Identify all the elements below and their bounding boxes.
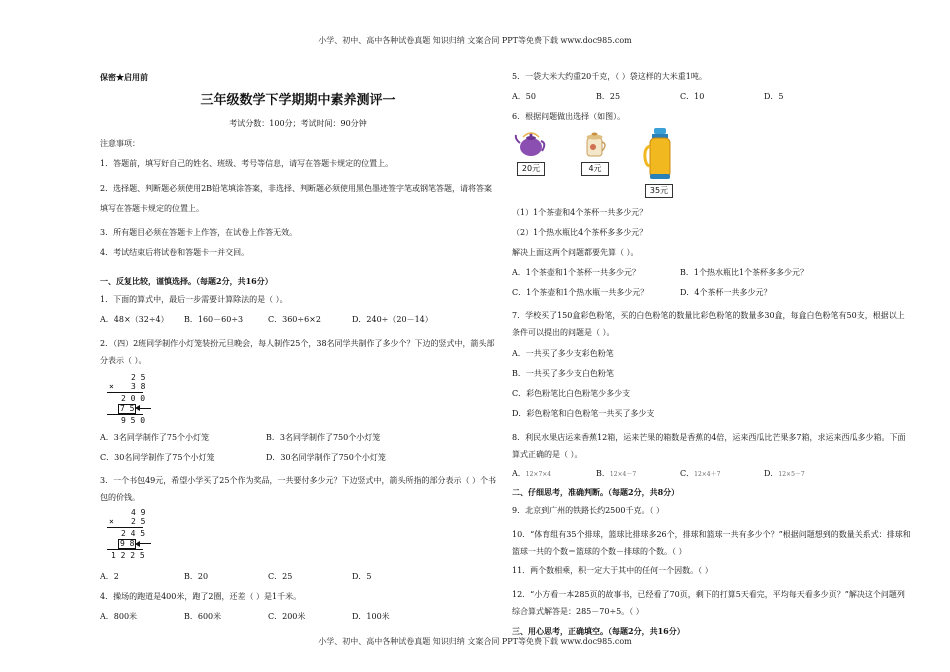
q3-option-d[interactable]: D．5 <box>352 572 372 582</box>
notice-item-2: 2．选择题、判断题必须使用2B铅笔填涂答案，非选择、判断题必须使用黑色墨迹签字笔或钢笔答题，请将答案填写在答题卡规定的位置上。 <box>100 183 493 213</box>
q1-option-c[interactable]: C．360÷6×2 <box>268 314 321 324</box>
q2-calc-rule-1 <box>107 392 143 393</box>
q8-option-a-label: A． <box>512 468 526 478</box>
right-column <box>512 72 912 645</box>
q8-option-a-expr: 12×7×4 <box>525 470 552 478</box>
question-11: 11．两个数相乘，积一定大于其中的任何一个因数。（ ） <box>512 565 713 575</box>
question-5: 5．一袋大米大约重20千克，（ ）袋这样的大米重1吨。 <box>512 72 707 81</box>
question-1-options <box>100 315 496 326</box>
q6-sub-question-1: （1）1个茶壶和4个茶杯一共多少元？ <box>512 208 648 218</box>
q2-arrow-icon <box>139 408 151 409</box>
notice-item-4: 4．考试结束后将试卷和答题卡一并交回。 <box>100 247 250 257</box>
q5-option-b[interactable]: B．25 <box>596 91 621 101</box>
q7-option-b[interactable]: B．一共买了多少支白色粉笔 <box>512 369 614 379</box>
teapot-item <box>514 126 548 198</box>
thermos-price: 35元 <box>645 184 673 198</box>
question-12: 12．“小方看一本285页的故事书，已经看了70页，剩下的打算5天看完，平均每天看多少页？”解决这个问题列综合算式解答是：285－70÷5。（ ） <box>512 589 905 616</box>
q2-calc-rule-2 <box>107 414 143 415</box>
section-2-heading: 二、仔细思考，准确判断。（每题2分，共8分） <box>512 487 680 498</box>
q3-vertical-calc <box>100 508 496 564</box>
section-1-heading: 一、反复比较，谨慎选择。（每题2分，共16分） <box>100 276 273 287</box>
question-8-options <box>512 469 912 480</box>
q4-option-c[interactable]: C．200米 <box>268 611 306 621</box>
question-7: 7．学校买了150盒彩色粉笔，买的白色粉笔的数量比彩色粉笔的数量多30盒，每盒白色粉笔有50支，根据以上条件可以提出的问题是（ ）。 <box>512 311 905 338</box>
q3-option-b[interactable]: B．20 <box>184 572 209 582</box>
q4-option-b[interactable]: B．600米 <box>184 611 222 621</box>
secret-mark: 保密★启用前 <box>100 72 148 82</box>
question-6: 6．根据问题做出选择（如图）。 <box>512 111 626 121</box>
q5-option-d[interactable]: D．5 <box>764 91 784 101</box>
q2-vertical-calc <box>100 373 496 425</box>
left-column <box>100 72 496 632</box>
thermos-item <box>642 126 676 198</box>
q3-calc-rule-1 <box>107 527 143 528</box>
q2-option-a[interactable]: A．3名同学制作了75个小灯笼 <box>100 432 210 442</box>
q4-option-a[interactable]: A．800米 <box>100 611 138 621</box>
question-3-options <box>100 572 496 583</box>
q3-option-a[interactable]: A．2 <box>100 572 119 582</box>
q7-option-c[interactable]: C．彩色粉笔比白色粉笔少多少支 <box>512 388 631 398</box>
question-1: 1．下面的算式中，最后一步需要计算除法的是（ ）。 <box>100 295 288 305</box>
question-3: 3．一个书包49元，希望小学买了25个作为奖品，一共要付多少元？下边竖式中，箭头所指的部分表示（ ）个书包的价钱。 <box>100 476 496 503</box>
q2-calc-multiplier: 3 8 <box>131 381 146 391</box>
question-6-options-row-1 <box>512 268 912 279</box>
q8-option-c[interactable] <box>680 469 764 480</box>
q3-option-c[interactable]: C．25 <box>268 572 293 582</box>
q8-option-c-expr: 12×4＋7 <box>694 470 721 478</box>
q6-price-pictures <box>514 126 912 198</box>
q7-option-d[interactable]: D．彩色粉笔和白色粉笔一共买了多少支 <box>512 408 655 418</box>
notice-item-1: 1．答题前，填写好自己的姓名、班级、考号等信息，请写在答题卡规定的位置上。 <box>100 158 394 168</box>
q8-option-d[interactable] <box>764 469 848 480</box>
notice-item-3: 3．所有题目必须在答题卡上作答，在试卷上作答无效。 <box>100 227 298 237</box>
q2-calc-product: 9 5 0 <box>121 415 146 425</box>
q1-option-a[interactable]: A．48×（32÷4） <box>100 314 169 324</box>
question-4-options <box>100 612 496 623</box>
cup-item <box>578 126 612 198</box>
q3-calc-partial-2-boxed: 9 8 <box>120 539 135 549</box>
question-5-options <box>512 92 912 103</box>
q8-option-b-expr: 12×4－7 <box>609 470 637 478</box>
q6-option-d[interactable]: D．4个茶杯一共多少元？ <box>680 287 772 297</box>
q3-calc-rule-2 <box>107 549 143 550</box>
thermos-icon <box>642 126 676 182</box>
notice-heading: 注意事项： <box>100 139 140 149</box>
teapot-price: 20元 <box>517 162 545 176</box>
question-9: 9．北京到广州的铁路长约2500千克。（ ） <box>512 506 664 516</box>
q2-option-d[interactable]: D．30名同学制作了750个小灯笼 <box>266 452 386 462</box>
q5-option-a[interactable]: A．50 <box>512 91 536 101</box>
tea-cup-icon <box>578 126 612 160</box>
score-info: 考试分数：100分；考试时间：90分钟 <box>229 119 367 129</box>
cup-price: 4元 <box>581 162 609 176</box>
q8-option-c-label: C． <box>680 468 695 478</box>
q6-sub-question-2: （2）1个热水瓶比4个茶杯多多少元？ <box>512 228 648 238</box>
question-8: 8．利民水果店运来香蕉12箱，运来芒果的箱数是香蕉的4倍，运来西瓜比芒果多7箱，求运来西瓜多少箱。下面算式正确的是（ ）。 <box>512 432 906 459</box>
q6-ask: 解决上面这两个问题都要先算（ ）。 <box>512 247 639 257</box>
q5-option-c[interactable]: C．10 <box>680 91 705 101</box>
q3-calc-product: 1 2 2 5 <box>111 551 145 561</box>
q2-calc-partial-2-boxed: 7 5 <box>120 403 135 413</box>
q8-option-a[interactable] <box>512 469 596 480</box>
q2-calc-partial-1: 2 0 0 <box>121 393 146 403</box>
q8-option-b-label: B． <box>596 468 610 478</box>
page-footer-watermark: 小学、初中、高中各种试卷真题 知识归纳 文案合同 PPT等免费下载 www.doc985.com <box>318 637 632 646</box>
q6-option-a[interactable]: A．1个茶壶和1个茶杯一共多少元？ <box>512 267 640 277</box>
teapot-icon <box>514 126 548 160</box>
question-2-options-row-1 <box>100 433 496 444</box>
question-4: 4．操场的跑道是400米，跑了2圈，还差（ ）是1千米。 <box>100 592 302 602</box>
q7-option-a[interactable]: A．一共买了多少支彩色粉笔 <box>512 349 614 359</box>
q3-calc-multiplicand: 4 9 <box>131 508 146 518</box>
q1-option-b[interactable]: B．160－60÷3 <box>184 314 244 324</box>
q2-calc-times-sign: × <box>109 381 114 391</box>
q6-option-b[interactable]: B．1个热水瓶比1个茶杯多多少元？ <box>680 267 809 277</box>
q3-arrow-icon <box>139 543 151 544</box>
question-2-options-row-2 <box>100 453 496 464</box>
q4-option-d[interactable]: D．100米 <box>352 611 390 621</box>
q3-calc-partial-1: 2 4 5 <box>121 529 146 539</box>
q1-option-d[interactable]: D．240÷（20－14） <box>352 314 433 324</box>
question-6-options-row-2 <box>512 288 912 299</box>
q2-calc-multiplicand: 2 5 <box>131 372 146 382</box>
q3-calc-multiplier: 2 5 <box>131 517 146 527</box>
q8-option-d-expr: 12×5－7 <box>778 470 805 478</box>
q6-option-c[interactable]: C．1个茶壶和1个热水瓶一共多少元？ <box>512 287 649 297</box>
page-header-watermark: 小学、初中、高中各种试卷真题 知识归纳 文案合同 PPT等免费下载 www.doc985.com <box>318 36 632 45</box>
q8-option-b[interactable] <box>596 469 680 480</box>
q3-calc-times-sign: × <box>109 517 114 527</box>
section-3-heading: 三、用心思考，正确填空。（每题2分，共16分） <box>512 625 685 636</box>
q2-option-b[interactable]: B．3名同学制作了750个小灯笼 <box>266 432 381 442</box>
q2-option-c[interactable]: C．30名同学制作了75个小灯笼 <box>100 452 215 462</box>
exam-title: 三年级数学下学期期中素养测评一 <box>200 92 396 108</box>
question-10: 10．“体育组有35个排球，篮球比排球多26个，排球和篮球一共有多少个？”根据问题想到的数量关系式：排球和篮球一共的个数＝篮球的个数－排球的个数。（ ） <box>512 529 911 556</box>
question-2: 2．（四）2班同学制作小灯笼装扮元旦晚会，每人制作25个，38名同学共制作了多少个？下边的竖式中，箭头部分表示（ ）。 <box>100 338 495 365</box>
q8-option-d-label: D． <box>764 468 779 478</box>
